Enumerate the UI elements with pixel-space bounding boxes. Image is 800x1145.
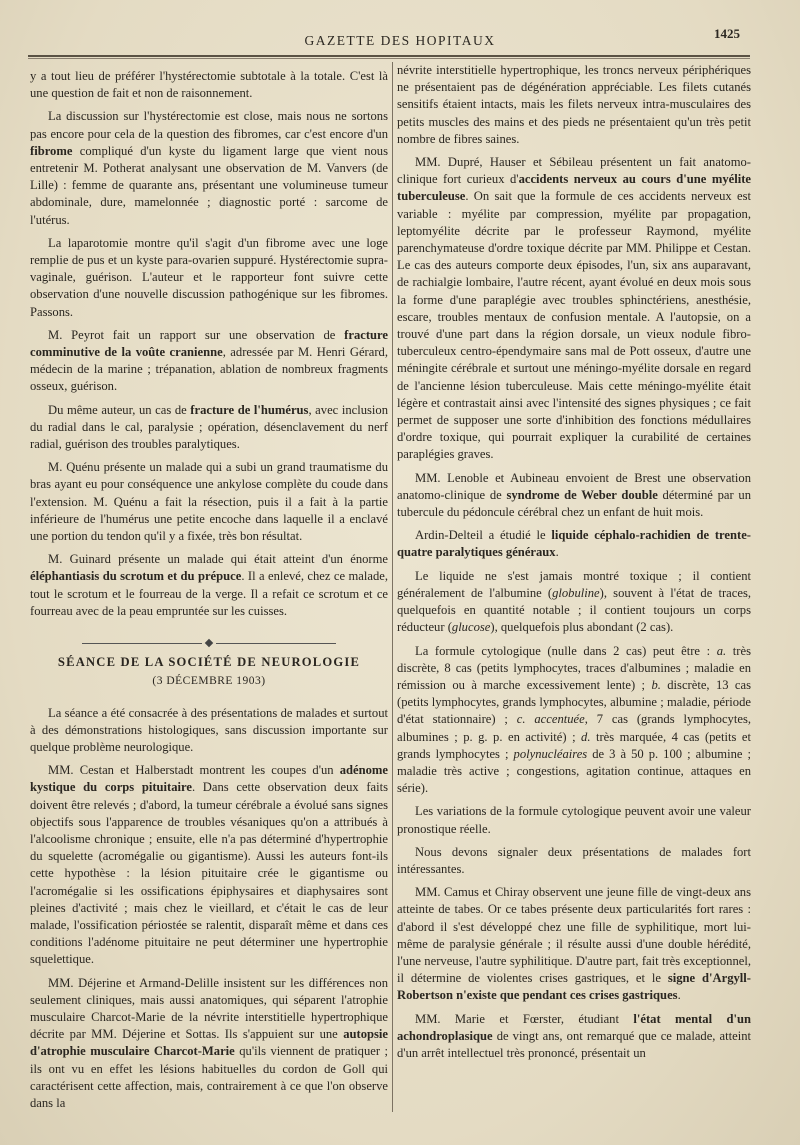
paragraph: Du même auteur, un cas de fracture de l'humérus, avec inclusion du radial dans le cal, paralysie ; opération, désenclavement du nerf radial, guérison des troubles paralytiques. (30, 402, 388, 452)
left-column (30, 68, 388, 1118)
page-number: 1425 (714, 26, 740, 41)
section-date: (3 DÉCEMBRE 1903) (152, 675, 266, 688)
paragraph: MM. Lenoble et Aubineau envoient de Brest une observation anatomo-clinique de syndrome de Weber double déterminé par un tubercule du pédoncule cérébral chez un enfant de huit mois. (397, 470, 751, 520)
paragraph: La formule cytologique (nulle dans 2 cas) peut être : a. très discrète, 8 cas (petits lymphocytes, traces d'albumines ; maladie en rémission ou à marche excessivement lente) ; b. discrète, 13 cas (petits lymphocytes, grands lymphocytes, albumine ; maladie, période d'état stationnaire) ; c. accentuée, 7 cas (grands lymphocytes, albumines ; p. g. p. en activité) ; d. très marquée, 4 cas (petits et grands lymphocytes ; polynucléaires de 3 à 50 p. 100 ; albumine ; maladie très active ; congestions, agitation continue, attaques en série). (397, 643, 751, 796)
paragraph: MM. Dupré, Hauser et Sébileau présentent un fait anatomo-clinique fort curieux d'accidents nerveux au cours d'une myélite tuberculeuse. On sait que la formule de ces accidents nerveux est variable : myélite par compression, myélite par propagation, leptomyélite décrite par le professeur Raymond, myélite parenchymateuse d'ordre toxique décrite par MM. Philippe et Cestan. Le cas des auteurs comporte deux épisodes, l'un, six ans auparavant, de rachialgie lombaire, l'autre récent, ayant évolué en deux mois sous la forme d'une paraplégie avec troubles sphinctériens, anesthésie, escare, troubles mentaux de confusion mentale. A l'autopsie, on a trouvé d'une part dans la région dorsale, un vieux nodule fibro-tuberculeux centro-épendymaire sans mal de Pott osseux, d'autre une méningite cérébrale et surtout une méningo-myélite dorsale en regard de l'ancienne lésion tuberculeuse. Mais cette méningo-myélite était légère et contrastait ainsi avec l'intensité des signes physiques ; ce fait permet de supposer une sorte d'inhibition des fonctions médullaires d'ordre toxique, qui pourrait expliquer la curabilité de certaines paraplégies graves. (397, 155, 751, 462)
paragraph: M. Peyrot fait un rapport sur une observation de fracture comminutive de la voûte cranienne, adressée par M. Henri Gérard, médecin de la marine ; trépanation, ablation de nombreux fragments osseux, guérison. (30, 327, 388, 394)
paragraph: Ardin-Delteil a étudié le liquide céphalo-rachidien de trente-quatre paralytiques généraux. (397, 528, 751, 560)
paragraph: La laparotomie montre qu'il s'agit d'un fibrome avec une loge remplie de pus et un kyste para-ovarien suppuré. Hystérectomie supra-vaginale, guérison. L'auteur et le rapporteur font suivre cette observation d'une nouvelle discussion pathogénique sur les fibromes. Passons. (30, 235, 388, 319)
running-header-title: GAZETTE DES HOPITAUX (304, 33, 496, 48)
header-rule-thin (28, 58, 750, 59)
paragraph: MM. Déjerine et Armand-Delille insistent sur les différences non seulement cliniques, mais aussi anatomiques, qui séparent l'atrophie musculaire Charcot-Marie de la névrite interstitielle hypertrophique décrite par MM. Déjerine et Sottas. Ils s'appuient sur une autopsie d'atrophie musculaire Charcot-Marie qu'ils viennent de pratiquer ; ils ont vu en effet les lésions habituelles du cordon de Goll qui caractérisent cette affection, mais, contrairement à ce que l'on observe dans la (30, 975, 388, 1110)
paragraph: Le liquide ne s'est jamais montré toxique ; il contient généralement de l'albumine (globuline), souvent à l'état de traces, quelquefois en quantité notable ; il contient toujours un corps réducteur (glucose), quelquefois plus abondant (2 cas). (397, 568, 751, 635)
paragraph: névrite interstitielle hypertrophique, les troncs nerveux périphériques ne présentaient pas de dégénération appréciable. Les filets cutanés sensitifs étaient intacts, mais les filets nerveux intra-musculaires des petits muscles des mains et des pieds ne présentaient qu'un très petit nombre de fibres saines. (397, 63, 751, 146)
section-separator (30, 634, 388, 642)
paragraph: Les variations de la formule cytologique peuvent avoir une valeur pronostique réelle. (397, 804, 751, 836)
header-rule (28, 55, 750, 57)
paragraph: MM. Cestan et Halberstadt montrent les coupes d'un adénome kystique du corps pituitaire. Dans cette observation deux faits doivent être relevés ; d'abord, la tumeur cérébrale a évolué sans signes objectifs sous l'apparence de troubles vésaniques qu'on a attribués à l'alcoolisme chronique ; ensuite, elle n'a pas déterminé d'hypertrophie du squelette (acromégalie ou gigantisme). Aussi les auteurs font-ils cette hypothèse : la lésion pituitaire crée le gigantisme ou l'acromégalie si les ossifications épiphysaires et diaphysaires sont pleines d'activité ; mais chez le vieillard, et c'était le cas de leur malade, l'ossification périostée se ralentit, disparaît même et dans ces conditions l'adénome pituitaire ne peut déterminer une hypertrophie squelettique. (30, 763, 388, 967)
paragraph: MM. Camus et Chiray observent une jeune fille de vingt-deux ans atteinte de tabes. Or ce tabes présente deux particularités fort rares : d'abord il s'est développé chez une fille de syphilitique, mort lui-même de paralysie générale ; il résulte aussi d'une double hérédité, l'une nerveuse, l'autre syphilitique. D'autre part, fait très exceptionnel, il détermine de violentes crises gastriques, et le signe d'Argyll-Robertson n'existe que pendant ces crises gastriques. (397, 885, 751, 1003)
paragraph: Nous devons signaler deux présentations de malades fort intéressantes. (397, 844, 751, 876)
paragraph: M. Guinard présente un malade qui était atteint d'un énorme éléphantiasis du scrotum et du prépuce. Il a enlevé, chez ce malade, tout le scrotum et le fourreau de la verge. Il a refait ce scrotum et ce fourreau avec de la peau empruntée sur les cuisses. (30, 552, 388, 618)
paragraph: La discussion sur l'hystérectomie est close, mais nous ne sortons pas encore pour cela de la question des fibromes, car c'est encore d'un fibrome compliqué d'un kyste du ligament large que vient nous entretenir M. Potherat analysant une observation de M. Vanvers (de Lille) : femme de quarante ans, présentant une volumineuse tumeur abdominale, dure, mamelonnée ; diagnostic porté : sarcome de l'utérus. (30, 109, 388, 227)
paragraph: MM. Marie et Fœrster, étudiant l'état mental d'un achondroplasique de vingt ans, ont remarqué que ce malade, atteint d'un arrêt intellectuel très prononcé, présentait un (397, 1011, 752, 1060)
paragraph: La séance a été consacrée à des présentations de malades et surtout à des démonstrations histologiques, sans discussion importante sur quelque problème neurologique. (30, 705, 388, 754)
paragraph: M. Quénu présente un malade qui a subi un grand traumatisme du bras ayant eu pour conséquence une ankylose complète du coude dans l'extension. M. Quénu a fait la résection, puis il a fait à la partie inférieure de l'humérus une petite encoche dans laquelle il a enclavé une portion du tendon qu'il y a fixée, très bon résultat. (30, 460, 388, 544)
section-title: SÉANCE DE LA SOCIÉTÉ DE NEUROLOGIE (57, 655, 361, 670)
column-divider (392, 62, 393, 1112)
right-column (397, 62, 751, 1068)
paragraph: y a tout lieu de préférer l'hystérectomie subtotale à la totale. C'est là une question de fait et non de raisonnement. (30, 69, 388, 101)
